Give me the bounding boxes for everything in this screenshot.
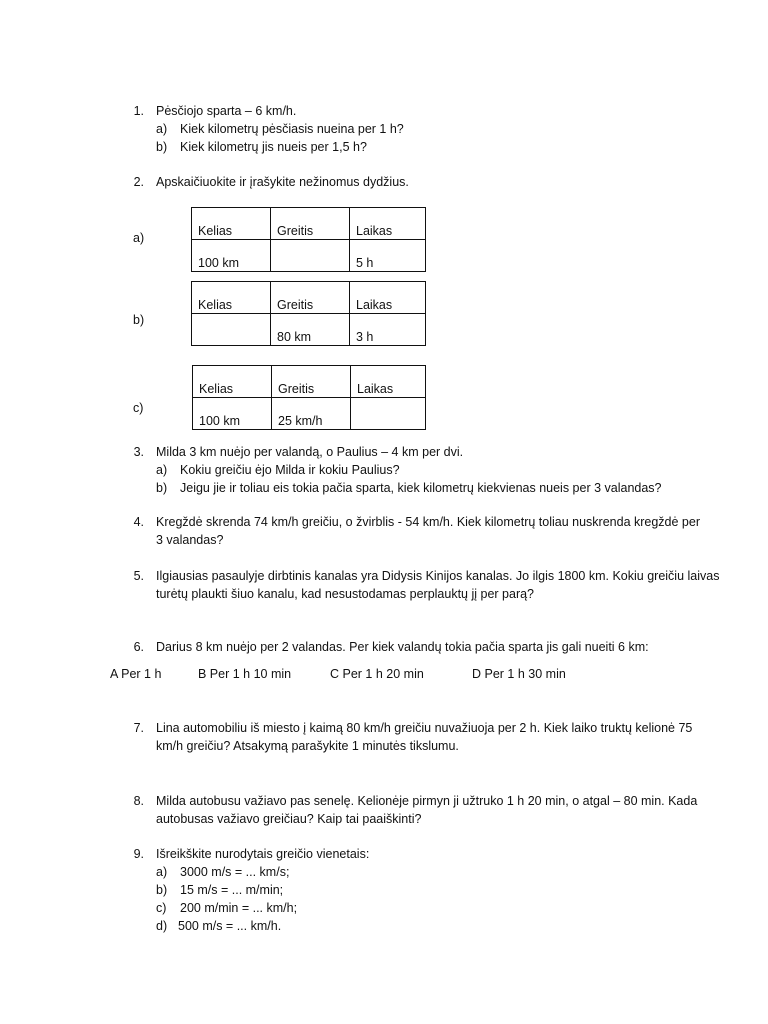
q6-option-d: D Per 1 h 30 min bbox=[472, 667, 566, 681]
q9-text: Išreikškite nurodytais greičio vienetais: bbox=[156, 847, 370, 861]
q3-b-text: Jeigu jie ir toliau eis tokia pačia sparta, kiek kilometrų kiekvienas nueis per 3 valandas? bbox=[180, 481, 662, 495]
table-a-header-greitis: Greitis bbox=[271, 208, 350, 240]
q7-number: 7. bbox=[133, 721, 144, 735]
table-b-header-laikas: Laikas bbox=[350, 282, 426, 314]
q8-number: 8. bbox=[133, 794, 144, 808]
q9-b-label: b) bbox=[156, 883, 168, 897]
q9-a-label: a) bbox=[156, 865, 168, 879]
q2-table-b-label: b) bbox=[133, 313, 145, 327]
q9-d-label: d) bbox=[156, 919, 168, 933]
q2-number: 2. bbox=[133, 175, 144, 189]
table-c-cell-greitis: 25 km/h bbox=[272, 398, 351, 430]
table-a-cell-kelias: 100 km bbox=[192, 240, 271, 272]
q6-option-c: C Per 1 h 20 min bbox=[330, 667, 424, 681]
q3-text: Milda 3 km nuėjo per valandą, o Paulius – 4 km per dvi. bbox=[156, 445, 464, 459]
table-a-cell-laikas: 5 h bbox=[350, 240, 426, 272]
q5-line2: turėtų plaukti šiuo kanalu, kad nesustodamas perplauktų jį per parą? bbox=[156, 587, 535, 601]
table-b-header-greitis: Greitis bbox=[271, 282, 350, 314]
table-b-cell-greitis: 80 km bbox=[271, 314, 350, 346]
q8-line2: autobusas važiavo greičiau? Kaip tai paaiškinti? bbox=[156, 812, 422, 826]
q4-number: 4. bbox=[133, 515, 144, 529]
q9-a-text: 3000 m/s = ... km/s; bbox=[180, 865, 290, 879]
q6-option-b: B Per 1 h 10 min bbox=[198, 667, 292, 681]
q1-b-text: Kiek kilometrų jis nueis per 1,5 h? bbox=[180, 140, 367, 154]
q4-line2: 3 valandas? bbox=[156, 533, 224, 547]
q2-table-a-label: a) bbox=[133, 231, 145, 245]
q2-table-a bbox=[191, 207, 426, 272]
q3-number: 3. bbox=[133, 445, 144, 459]
q7-line1: Lina automobiliu iš miesto į kaimą 80 km/h greičiu nuvažiuoja per 2 h. Kiek laiko truktų kelionė 75 bbox=[156, 721, 693, 735]
q2-table-c bbox=[192, 365, 426, 430]
table-a-cell-greitis bbox=[271, 240, 350, 272]
table-a-header-kelias: Kelias bbox=[192, 208, 271, 240]
q6-option-a: A Per 1 h bbox=[110, 667, 162, 681]
q6-text: Darius 8 km nuėjo per 2 valandas. Per kiek valandų tokia pačia sparta jis gali nueiti 6 km: bbox=[156, 640, 649, 654]
q9-c-label: c) bbox=[156, 901, 167, 915]
q5-line1: Ilgiausias pasaulyje dirbtinis kanalas yra Didysis Kinijos kanalas. Jo ilgis 1800 km. Kokiu greičiu laivas bbox=[156, 569, 720, 583]
table-c-cell-laikas bbox=[351, 398, 426, 430]
q1-b-label: b) bbox=[156, 140, 168, 154]
q2-table-c-label: c) bbox=[133, 401, 144, 415]
table-c-cell-kelias: 100 km bbox=[193, 398, 272, 430]
q3-b-label: b) bbox=[156, 481, 168, 495]
table-b-cell-kelias bbox=[192, 314, 271, 346]
q6-number: 6. bbox=[133, 640, 144, 654]
table-b-header-kelias: Kelias bbox=[192, 282, 271, 314]
q1-a-label: a) bbox=[156, 122, 168, 136]
q1-a-text: Kiek kilometrų pėsčiasis nueina per 1 h? bbox=[180, 122, 404, 136]
table-a-header-laikas: Laikas bbox=[350, 208, 426, 240]
q7-line2: km/h greičiu? Atsakymą parašykite 1 minutės tikslumu. bbox=[156, 739, 459, 753]
q8-line1: Milda autobusu važiavo pas senelę. Kelionėje pirmyn ji užtruko 1 h 20 min, o atgal – 80 min. Kada bbox=[156, 794, 698, 808]
q9-b-text: 15 m/s = ... m/min; bbox=[180, 883, 284, 897]
q5-number: 5. bbox=[133, 569, 144, 583]
q3-a-text: Kokiu greičiu ėjo Milda ir kokiu Paulius? bbox=[180, 463, 400, 477]
table-c-header-greitis: Greitis bbox=[272, 366, 351, 398]
q2-table-b bbox=[191, 281, 426, 346]
table-c-header-kelias: Kelias bbox=[193, 366, 272, 398]
q9-d-text: 500 m/s = ... km/h. bbox=[178, 919, 282, 933]
q2-text: Apskaičiuokite ir įrašykite nežinomus dydžius. bbox=[156, 175, 409, 189]
q1-number: 1. bbox=[133, 104, 144, 118]
q4-line1: Kregždė skrenda 74 km/h greičiu, o žvirblis - 54 km/h. Kiek kilometrų toliau nuskrenda kregždė per bbox=[156, 515, 701, 529]
q1-text: Pėsčiojo sparta – 6 km/h. bbox=[156, 104, 297, 118]
table-c-header-laikas: Laikas bbox=[351, 366, 426, 398]
q9-number: 9. bbox=[133, 847, 144, 861]
q9-c-text: 200 m/min = ... km/h; bbox=[180, 901, 298, 915]
table-b-cell-laikas: 3 h bbox=[350, 314, 426, 346]
q3-a-label: a) bbox=[156, 463, 168, 477]
